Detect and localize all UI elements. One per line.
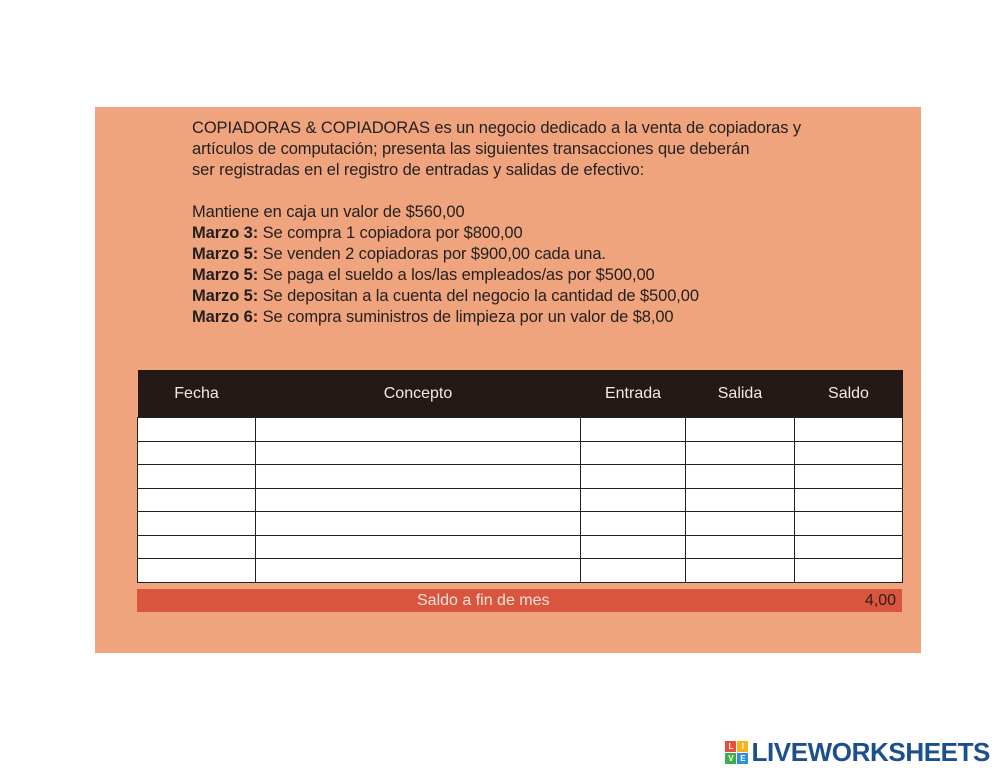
answer-input-concepto[interactable] (256, 559, 580, 582)
cell-concepto (256, 559, 581, 583)
table-row (138, 465, 903, 489)
answer-input-entrada[interactable] (581, 442, 685, 465)
answer-input-fecha[interactable] (138, 418, 255, 441)
transaction-item (192, 307, 912, 328)
answer-input-entrada[interactable] (581, 465, 685, 488)
answer-input-entrada[interactable] (581, 418, 685, 441)
answer-input-saldo[interactable] (795, 465, 902, 488)
cell-entrada (581, 535, 686, 559)
answer-input-salida[interactable] (686, 465, 794, 488)
transaction-text: Se paga el sueldo a los/las empleados/as por $500,00 (258, 266, 655, 284)
month-end-balance-label: Saldo a fin de mes (417, 592, 550, 609)
cell-salida (686, 418, 795, 442)
answer-input-salida[interactable] (686, 489, 794, 512)
cell-entrada (581, 441, 686, 465)
cell-saldo (795, 488, 903, 512)
table-row (138, 488, 903, 512)
cell-fecha (138, 559, 256, 583)
cell-salida (686, 512, 795, 536)
transaction-text: Se compra 1 copiadora por $800,00 (258, 224, 523, 242)
logo-wordmark: LIVEWORKSHEETS (751, 736, 990, 767)
transaction-date: Marzo 6: (192, 308, 259, 326)
cell-fecha (138, 418, 256, 442)
answer-input-concepto[interactable] (256, 465, 580, 488)
answer-input-fecha[interactable] (138, 489, 255, 512)
cell-salida (686, 441, 795, 465)
transaction-item (192, 244, 912, 265)
logo-letter: I (737, 741, 748, 752)
cell-fecha (138, 512, 256, 536)
column-header-concepto: Concepto (256, 370, 581, 418)
instructions (192, 118, 912, 328)
answer-input-saldo[interactable] (795, 418, 902, 441)
cell-saldo (795, 512, 903, 536)
table-row (138, 418, 903, 442)
cell-concepto (256, 512, 581, 536)
cell-saldo (795, 559, 903, 583)
column-header-salida: Salida (686, 370, 795, 418)
table-header-row (138, 370, 903, 418)
answer-input-saldo[interactable] (795, 512, 902, 535)
answer-input-fecha[interactable] (138, 512, 255, 535)
description-line: artículos de computación; presenta las siguientes transacciones que deberán (192, 140, 750, 158)
answer-input-salida[interactable] (686, 418, 794, 441)
transaction-date: Marzo 5: (192, 266, 259, 284)
table-row (138, 441, 903, 465)
cell-concepto (256, 418, 581, 442)
answer-input-entrada[interactable] (581, 489, 685, 512)
transaction-item (192, 286, 912, 307)
logo-letter: L (725, 741, 736, 752)
liveworksheets-logo (725, 735, 990, 769)
transaction-item (192, 265, 912, 286)
cell-entrada (581, 465, 686, 489)
logo-icon (725, 741, 748, 764)
column-header-saldo: Saldo (795, 370, 903, 418)
logo-letter: V (725, 753, 736, 764)
cell-salida (686, 559, 795, 583)
answer-input-saldo[interactable] (795, 442, 902, 465)
transaction-item (192, 223, 912, 244)
cell-entrada (581, 418, 686, 442)
cell-fecha (138, 465, 256, 489)
logo-letter: E (737, 753, 748, 764)
transaction-text: Se depositan a la cuenta del negocio la cantidad de $500,00 (258, 287, 699, 305)
cell-entrada (581, 488, 686, 512)
cell-concepto (256, 535, 581, 559)
month-end-balance-value: 4,00 (864, 592, 896, 609)
month-end-balance-bar (137, 589, 902, 612)
answer-input-salida[interactable] (686, 536, 794, 559)
cell-fecha (138, 535, 256, 559)
answer-input-fecha[interactable] (138, 536, 255, 559)
column-header-fecha: Fecha (138, 370, 256, 418)
cell-salida (686, 535, 795, 559)
answer-input-saldo[interactable] (795, 489, 902, 512)
cell-concepto (256, 465, 581, 489)
answer-input-salida[interactable] (686, 559, 794, 582)
answer-input-fecha[interactable] (138, 442, 255, 465)
answer-input-salida[interactable] (686, 512, 794, 535)
cell-fecha (138, 441, 256, 465)
transaction-date: Marzo 5: (192, 287, 259, 305)
cell-entrada (581, 512, 686, 536)
transaction-text: Se venden 2 copiadoras por $900,00 cada una. (258, 245, 606, 263)
answer-input-saldo[interactable] (795, 536, 902, 559)
table-row (138, 535, 903, 559)
transaction-list (192, 223, 912, 328)
answer-input-entrada[interactable] (581, 536, 685, 559)
opening-balance: Mantiene en caja un valor de $560,00 (192, 203, 465, 221)
cash-ledger-table (137, 370, 903, 583)
answer-input-concepto[interactable] (256, 442, 580, 465)
cell-concepto (256, 488, 581, 512)
column-header-entrada: Entrada (581, 370, 686, 418)
answer-input-fecha[interactable] (138, 465, 255, 488)
cell-salida (686, 488, 795, 512)
cell-saldo (795, 535, 903, 559)
cell-saldo (795, 441, 903, 465)
description-line: ser registradas en el registro de entradas y salidas de efectivo: (192, 161, 645, 179)
cell-saldo (795, 418, 903, 442)
answer-input-concepto[interactable] (256, 489, 580, 512)
description-line: COPIADORAS & COPIADORAS es un negocio dedicado a la venta de copiadoras y (192, 119, 802, 137)
cell-salida (686, 465, 795, 489)
table-row (138, 512, 903, 536)
cell-entrada (581, 559, 686, 583)
answer-input-salida[interactable] (686, 442, 794, 465)
answer-input-saldo[interactable] (795, 559, 902, 582)
cell-concepto (256, 441, 581, 465)
transaction-date: Marzo 3: (192, 224, 259, 242)
transaction-date: Marzo 5: (192, 245, 259, 263)
answer-input-concepto[interactable] (256, 418, 580, 441)
answer-input-entrada[interactable] (581, 512, 685, 535)
answer-input-concepto[interactable] (256, 536, 580, 559)
answer-input-fecha[interactable] (138, 559, 255, 582)
cell-fecha (138, 488, 256, 512)
answer-input-entrada[interactable] (581, 559, 685, 582)
cell-saldo (795, 465, 903, 489)
table-body (138, 418, 903, 583)
answer-input-concepto[interactable] (256, 512, 580, 535)
transaction-text: Se compra suministros de limpieza por un valor de $8,00 (258, 308, 674, 326)
table-row (138, 559, 903, 583)
